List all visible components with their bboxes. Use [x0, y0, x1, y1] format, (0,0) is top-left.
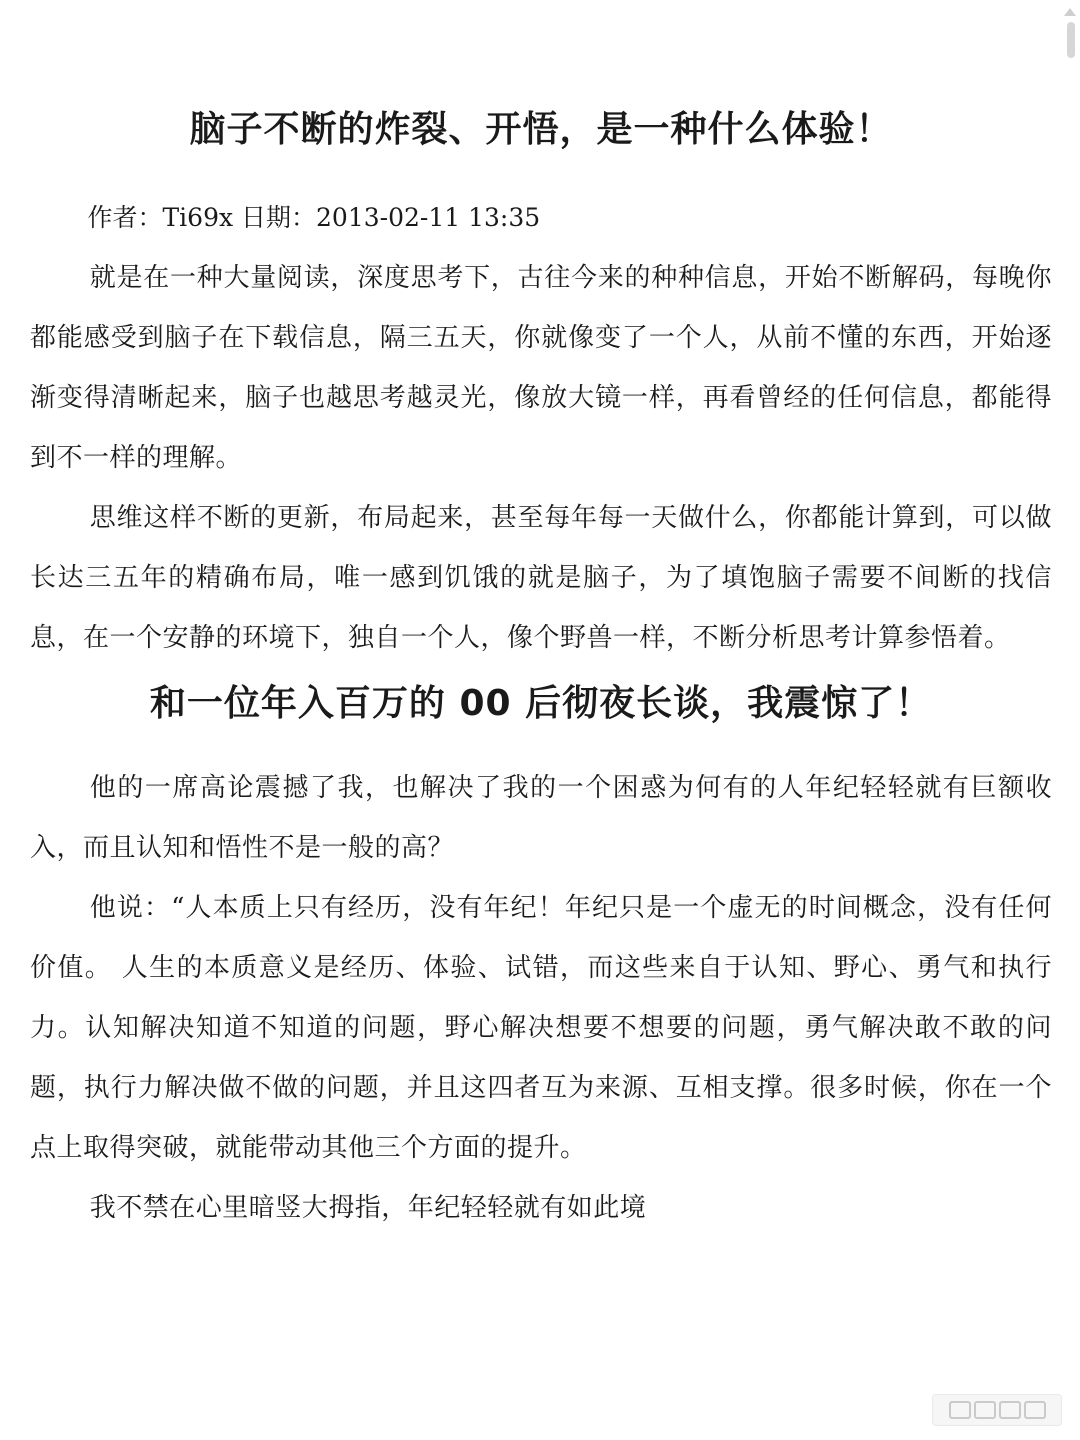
watermark-glyph-icon [974, 1401, 996, 1419]
watermark-glyph-icon [1024, 1401, 1046, 1419]
watermark-logo [932, 1394, 1062, 1426]
scrollbar-thumb[interactable] [1067, 22, 1075, 58]
watermark-glyph-icon [949, 1401, 971, 1419]
watermark-glyph-icon [999, 1401, 1021, 1419]
article2-paragraph-3: 我不禁在心里暗竖大拇指，年纪轻轻就有如此境 [89, 1193, 647, 1223]
article1-paragraph-2: 思维这样不断的更新，布局起来，甚至每年每一天做什么，你都能计算到，可以做长达三五年的精确布局，唯一感到饥饿的就是脑子，为了填饱脑子需要不间断的找信息，在一个安静的环境下，独自一个人，像个野兽一样，不断分析思考计算参悟着。 [30, 503, 1052, 653]
article1-paragraph-1: 就是在一种大量阅读，深度思考下，古往今来的种种信息，开始不断解码，每晚你都能感受到脑子在下载信息，隔三五天，你就像变了一个人，从前不懂的东西，开始逐渐变得清晰起来，脑子也越思考越灵光，像放大镜一样，再看曾经的任何信息，都能得到不一样的理解。 [30, 263, 1052, 473]
article2-title: 和一位年入百万的 00 后彻夜长谈，我震惊了！ [149, 683, 933, 724]
article2-paragraph-1: 他的一席高论震撼了我，也解决了我的一个困惑为何有的人年纪轻轻就有巨额收入，而且认知和悟性不是一般的高？ [30, 773, 1052, 863]
scrollbar[interactable] [1062, 0, 1080, 1440]
document-body [30, 100, 1052, 1238]
article1-title: 脑子不断的炸裂、开悟，是一种什么体验！ [189, 109, 893, 150]
article2-paragraph-2: 他说：“人本质上只有经历，没有年纪！年纪只是一个虚无的时间概念，没有任何价值。 人生的本质意义是经历、体验、试错，而这些来自于认知、野心、勇气和执行力。认知解决知道不知道的问题，野心解决想要不想要的问题，勇气解决敢不敢的问题，执行力解决做不做的问题，并且这四者互为来源、互相支撑。很多时候，你在一个点上取得突破，就能带动其他三个方面的提升。 [30, 893, 1052, 1163]
article1-meta: 作者：Ti69x 日期：2013-02-11 13:35 [87, 203, 541, 232]
scroll-up-arrow-icon[interactable] [1064, 8, 1076, 16]
